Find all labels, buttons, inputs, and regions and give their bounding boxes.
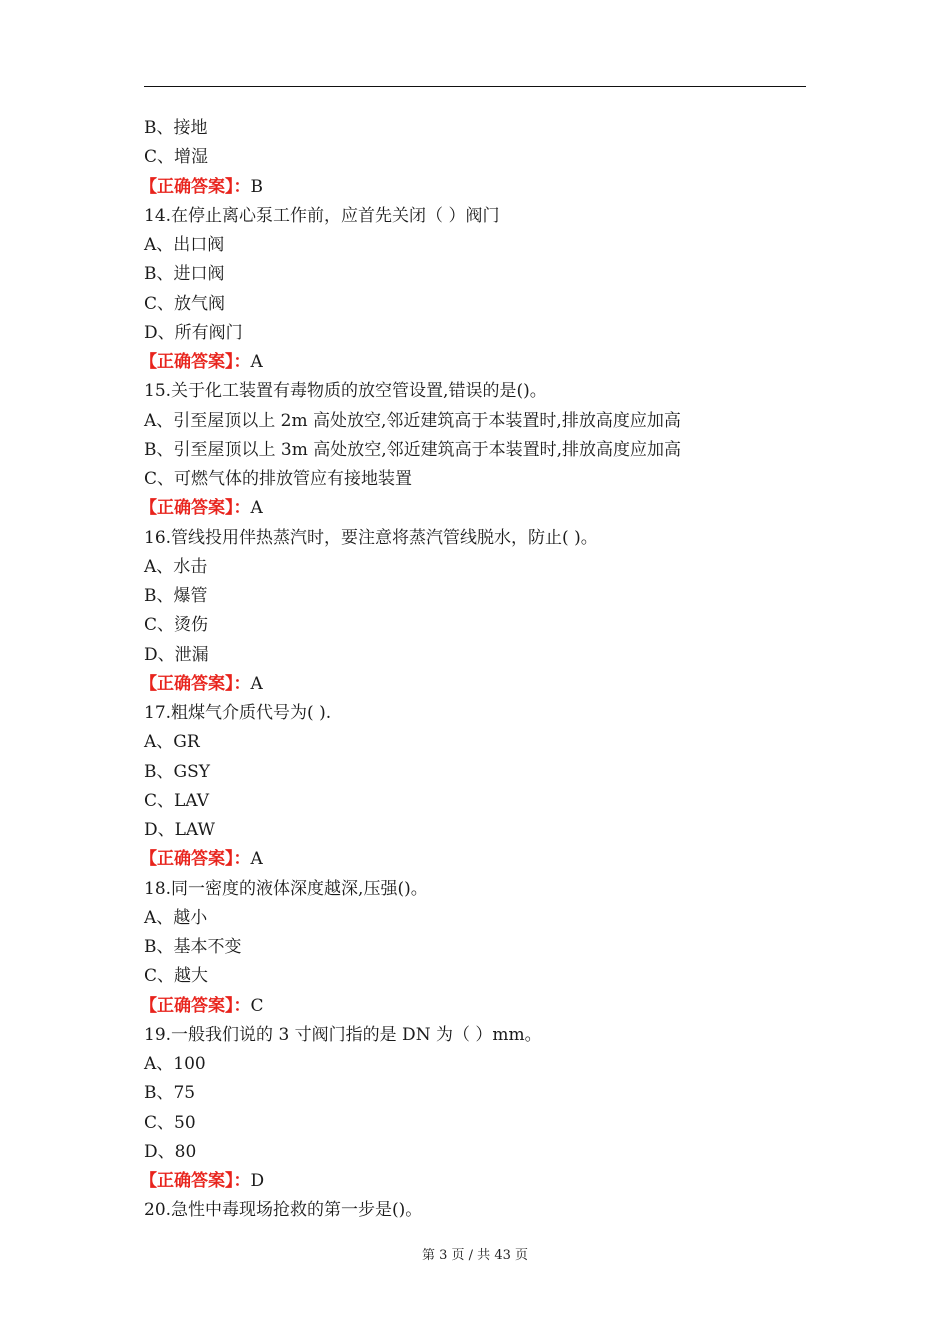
option-text: B、爆管	[144, 586, 208, 606]
answer-label: 【正确答案】	[140, 849, 234, 870]
answer-separator: ：	[233, 176, 251, 197]
option-text: B、接地	[144, 118, 208, 138]
option-text: A、100	[144, 1054, 206, 1074]
option-text: A、水击	[144, 556, 208, 577]
question-text: 16.管线投用伴热蒸汽时，要注意将蒸汽管线脱水，防止( )。	[144, 527, 598, 548]
footer-total-pages: 43	[494, 1248, 511, 1263]
option-text: C、LAV	[144, 790, 210, 811]
answer-value: A	[250, 849, 263, 870]
page-footer	[0, 1244, 950, 1263]
answer-label: 【正确答案】	[140, 352, 234, 372]
question-text: 15.关于化工装置有毒物质的放空管设置,错误的是()。	[144, 381, 547, 402]
option-text: A、越小	[144, 907, 208, 928]
option-text: D、80	[144, 1141, 197, 1162]
answer-separator: ：	[233, 673, 251, 694]
answer-separator: ：	[233, 849, 251, 870]
answer-label: 【正确答案】	[140, 498, 234, 519]
question-text: 20.急性中毒现场抢救的第一步是()。	[144, 1200, 423, 1221]
answer-line	[140, 992, 806, 1021]
answer-value: A	[250, 673, 263, 694]
question-text: 14.在停止离心泵工作前，应首先关闭（ ）阀门	[144, 205, 500, 226]
answer-line	[140, 670, 806, 699]
option-text: C、可燃气体的排放管应有接地装置	[144, 469, 413, 489]
answer-label: 【正确答案】	[140, 1171, 234, 1191]
answer-separator: ：	[233, 1171, 251, 1191]
option-text: C、增湿	[144, 147, 209, 168]
question-text: 17.粗煤气介质代号为( ).	[144, 703, 332, 723]
option-text: C、烫伤	[144, 615, 209, 636]
answer-separator: ：	[233, 498, 251, 519]
footer-mid: 页 / 共	[451, 1248, 491, 1263]
option-text: A、引至屋顶以上 2m 高处放空,邻近建筑高于本装置时,排放高度应加高	[144, 410, 681, 431]
answer-value: A	[250, 352, 263, 372]
option-text: B、基本不变	[144, 937, 242, 957]
answer-label: 【正确答案】	[140, 995, 234, 1016]
option-text: B、GSY	[144, 761, 210, 782]
option-text: C、放气阀	[144, 293, 226, 314]
answer-value: A	[250, 498, 263, 519]
option-text: C、越大	[144, 966, 209, 987]
header-rule	[144, 86, 806, 87]
answer-value: C	[250, 995, 264, 1016]
answer-line	[140, 845, 806, 874]
answer-line	[140, 348, 806, 377]
option-text: D、LAW	[144, 820, 215, 840]
option-text: B、75	[144, 1083, 196, 1104]
footer-suffix: 页	[515, 1248, 529, 1263]
answer-line	[140, 173, 806, 202]
document-body	[140, 114, 806, 1226]
option-text: B、引至屋顶以上 3m 高处放空,邻近建筑高于本装置时,排放高度应加高	[144, 439, 682, 460]
option-text: D、泄漏	[144, 644, 209, 665]
option-text: C、50	[144, 1112, 196, 1133]
footer-page-number: 3	[439, 1248, 448, 1263]
option-text: D、所有阀门	[144, 322, 243, 343]
question-text: 19.一般我们说的 3 寸阀门指的是 DN 为（ ）mm。	[144, 1024, 542, 1045]
option-text: B、进口阀	[144, 264, 225, 285]
option-text: A、GR	[144, 732, 200, 753]
answer-line	[140, 494, 806, 523]
answer-line	[140, 1167, 806, 1196]
answer-value: B	[250, 176, 263, 197]
answer-label: 【正确答案】	[140, 673, 234, 694]
footer-prefix: 第	[421, 1248, 435, 1263]
answer-separator: ：	[233, 995, 251, 1016]
question-text: 18.同一密度的液体深度越深,压强()。	[144, 878, 428, 899]
option-text: A、出口阀	[144, 235, 225, 255]
answer-label: 【正确答案】	[140, 176, 234, 197]
answer-value: D	[250, 1171, 265, 1191]
answer-separator: ：	[233, 352, 251, 372]
